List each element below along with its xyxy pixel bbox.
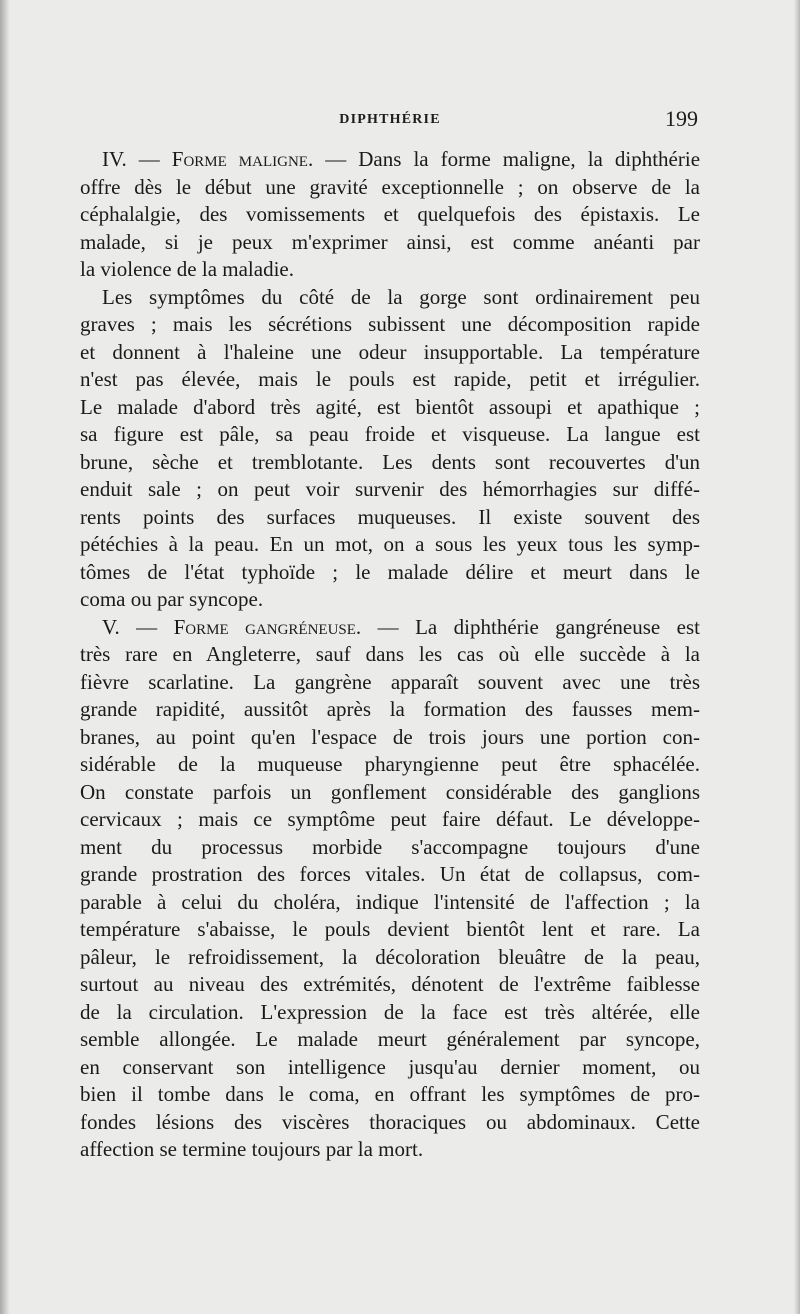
text-line: céphalalgie, des vomissements et quelquefois des épistaxis. Le bbox=[80, 202, 700, 226]
text-line: graves ; mais les sécrétions subissent une décomposition rapide bbox=[80, 312, 700, 336]
text-segment: — Dans la forme maligne, la diphthérie bbox=[313, 147, 701, 171]
text-line: brune, sèche et tremblotante. Les dents sont recouvertes d'un bbox=[80, 449, 700, 474]
section-heading: Forme gangréneuse. bbox=[173, 614, 362, 639]
text-line: grande prostration des forces vitales. Un état de collapsus, com- bbox=[80, 862, 700, 886]
text-segment: — La diphthérie gangréneuse est bbox=[361, 614, 700, 639]
text-line: et donnent à l'haleine une odeur insupportable. La température bbox=[80, 339, 700, 364]
text-line: offre dès le début une gravité exceptionnelle ; on observe de la bbox=[80, 174, 700, 199]
text-line: affection se termine toujours par la mort. bbox=[80, 1137, 424, 1161]
section-number: V. — bbox=[102, 614, 158, 639]
text-line: sidérable de la muqueuse pharyngienne peut être sphacélée. bbox=[80, 752, 700, 776]
text-line: bien il tombe dans le coma, en offrant les symptômes de pro- bbox=[80, 1082, 700, 1106]
text-line bbox=[80, 146, 700, 174]
text-line bbox=[80, 614, 700, 642]
text-line: cervicaux ; mais ce symptôme peut faire défaut. Le développe- bbox=[80, 807, 700, 831]
text-line: enduit sale ; on peut voir survenir des hémorrhagies sur diffé- bbox=[80, 477, 700, 501]
section-heading: Forme maligne. bbox=[171, 147, 314, 171]
page-header bbox=[80, 106, 700, 136]
running-title: DIPHTHÉRIE bbox=[339, 112, 441, 127]
text-line: sa figure est pâle, sa peau froide et visqueuse. La langue est bbox=[80, 422, 700, 446]
text-line: branes, au point qu'en l'espace de trois jours une portion con- bbox=[80, 724, 700, 749]
paragraph-forme-maligne bbox=[80, 146, 700, 284]
page-number: 199 bbox=[665, 106, 698, 131]
text-line: pétéchies à la peau. En un mot, on a sous les yeux tous les symp- bbox=[80, 532, 700, 556]
text-line: semble allongée. Le malade meurt généralement par syncope, bbox=[80, 1027, 700, 1051]
text-line: Les symptômes du côté de la gorge sont ordinairement peu bbox=[102, 284, 700, 309]
text-line: ment du processus morbide s'accompagne toujours d'une bbox=[80, 834, 700, 859]
text-line: pâleur, le refroidissement, la décoloration bleuâtre de la peau, bbox=[80, 944, 700, 969]
page-body bbox=[80, 146, 700, 1164]
paragraph-forme-gangreneuse bbox=[80, 614, 700, 1164]
text-line: Le malade d'abord très agité, est bientôt assoupi et apathique ; bbox=[80, 394, 700, 419]
text-line: malade, si je peux m'exprimer ainsi, est comme anéanti par bbox=[80, 229, 700, 254]
text-line: la violence de la maladie. bbox=[80, 257, 294, 281]
text-line: très rare en Angleterre, sauf dans les cas où elle succède à la bbox=[80, 642, 700, 666]
section-number: IV. — bbox=[102, 147, 160, 171]
text-line: On constate parfois un gonflement considérable des ganglions bbox=[80, 779, 700, 804]
text-line: en conservant son intelligence jusqu'au dernier moment, ou bbox=[80, 1054, 700, 1079]
text-line: n'est pas élevée, mais le pouls est rapide, petit et irrégulier. bbox=[80, 367, 700, 391]
page-right-edge-shadow bbox=[794, 0, 800, 1314]
text-line: coma ou par syncope. bbox=[80, 587, 264, 611]
text-line: température s'abaisse, le pouls devient bientôt lent et rare. La bbox=[80, 917, 700, 941]
text-line: tômes de l'état typhoïde ; le malade délire et meurt dans le bbox=[80, 559, 700, 584]
text-line: surtout au niveau des extrémités, dénotent de l'extrême faiblesse bbox=[80, 972, 700, 996]
text-line: parable à celui du choléra, indique l'intensité de l'affection ; la bbox=[80, 889, 700, 914]
text-line: fièvre scarlatine. La gangrène apparaît souvent avec une très bbox=[80, 669, 700, 694]
text-line: grande rapidité, aussitôt après la formation des fausses mem- bbox=[80, 697, 700, 721]
text-line: de la circulation. L'expression de la face est très altérée, elle bbox=[80, 999, 700, 1024]
page-left-edge-shadow bbox=[0, 0, 10, 1314]
text-line: rents points des surfaces muqueuses. Il existe souvent des bbox=[80, 504, 700, 529]
text-line: fondes lésions des viscères thoraciques ou abdominaux. Cette bbox=[80, 1109, 700, 1134]
paragraph-symptomes bbox=[80, 284, 700, 614]
